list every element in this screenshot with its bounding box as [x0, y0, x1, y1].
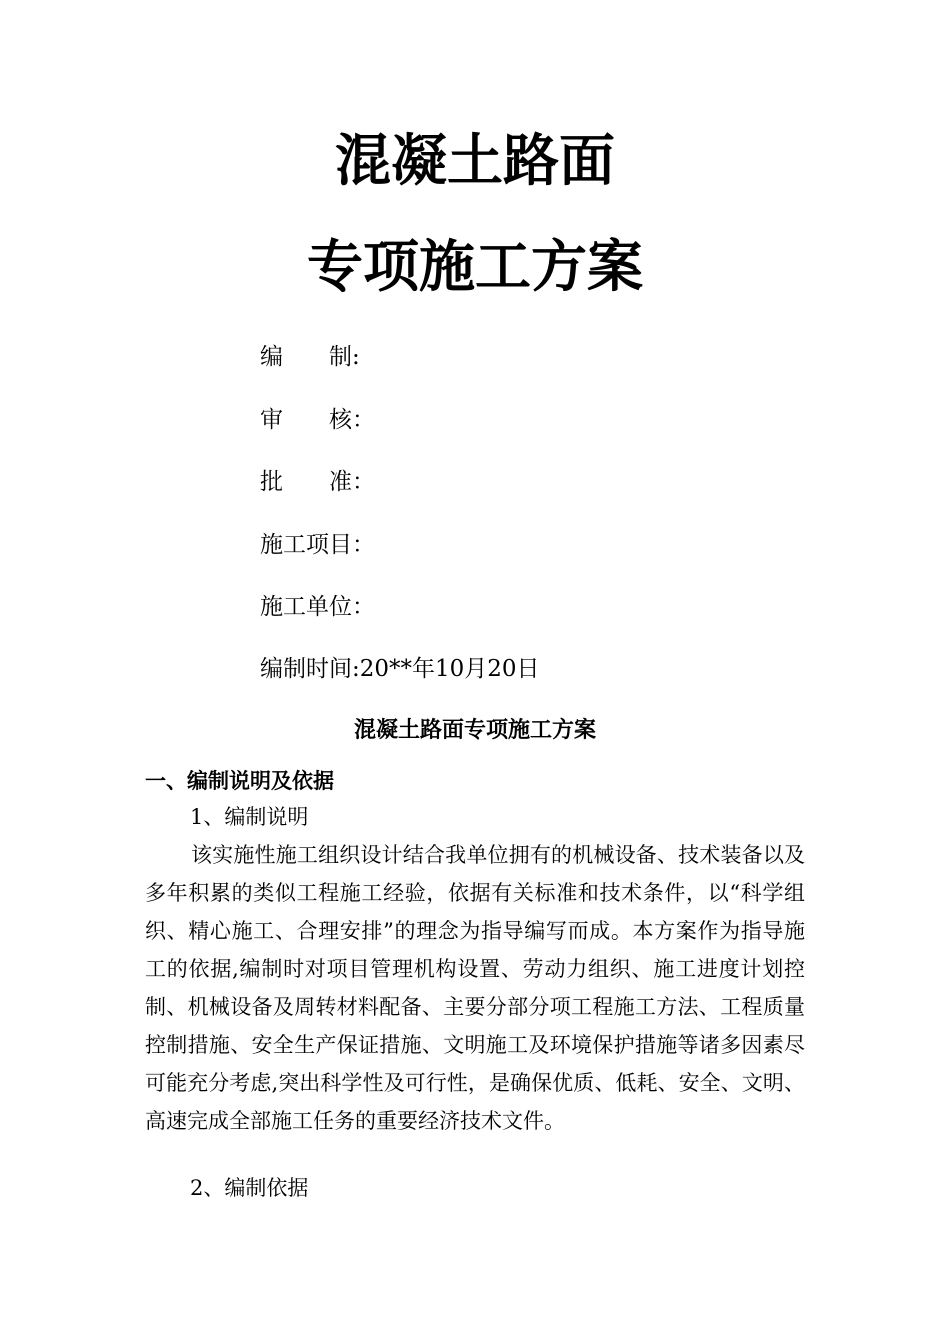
- field-label: 施工项目：: [260, 532, 375, 558]
- cover-field-approver: [260, 467, 375, 497]
- field-label: 施工单位：: [260, 594, 375, 620]
- field-label: 编 制:: [260, 344, 360, 370]
- subsection-title: 2、编制依据: [190, 1176, 309, 1200]
- cover-field-reviewer: [260, 405, 375, 435]
- cover-field-contractor: [260, 592, 375, 622]
- document-heading: 混凝土路面专项施工方案: [353, 718, 596, 743]
- subsection-title: 1、编制说明: [190, 805, 309, 829]
- field-value: 20**年10月20日: [359, 656, 540, 682]
- section-title: 一、编制说明及依据: [145, 769, 334, 793]
- field-label: 审 核：: [260, 407, 375, 433]
- cover-field-compiler: [260, 342, 360, 372]
- cover-field-project: [260, 530, 375, 560]
- field-label: 批 准：: [260, 469, 375, 495]
- field-label: 编制时间:: [260, 656, 360, 682]
- cover-title-line1: 混凝土路面: [335, 129, 615, 194]
- paragraph: 该实施性施工组织设计结合我单位拥有的机械设备、技术装备以及多年积累的类似工程施工经验，依据有关标准和技术条件，以“科学组织、精心施工、合理安排”的理念为指导编写而成。本方案作为指导施工的依据,编制时对项目管理机构设置、劳动力组织、施工进度计划控制、机械设备及周转材料配备、主要分部分项工程施工方法、工程质量控制措施、安全生产保证措施、文明施工及环境保护措施等诸多因素尽可能充分考虑,突出科学性及可行性，是确保优质、低耗、安全、文明、高速完成全部施工任务的重要经济技术文件。: [145, 843, 805, 1133]
- cover-title-line2: 专项施工方案: [307, 235, 643, 300]
- cover-field-date: [260, 654, 540, 684]
